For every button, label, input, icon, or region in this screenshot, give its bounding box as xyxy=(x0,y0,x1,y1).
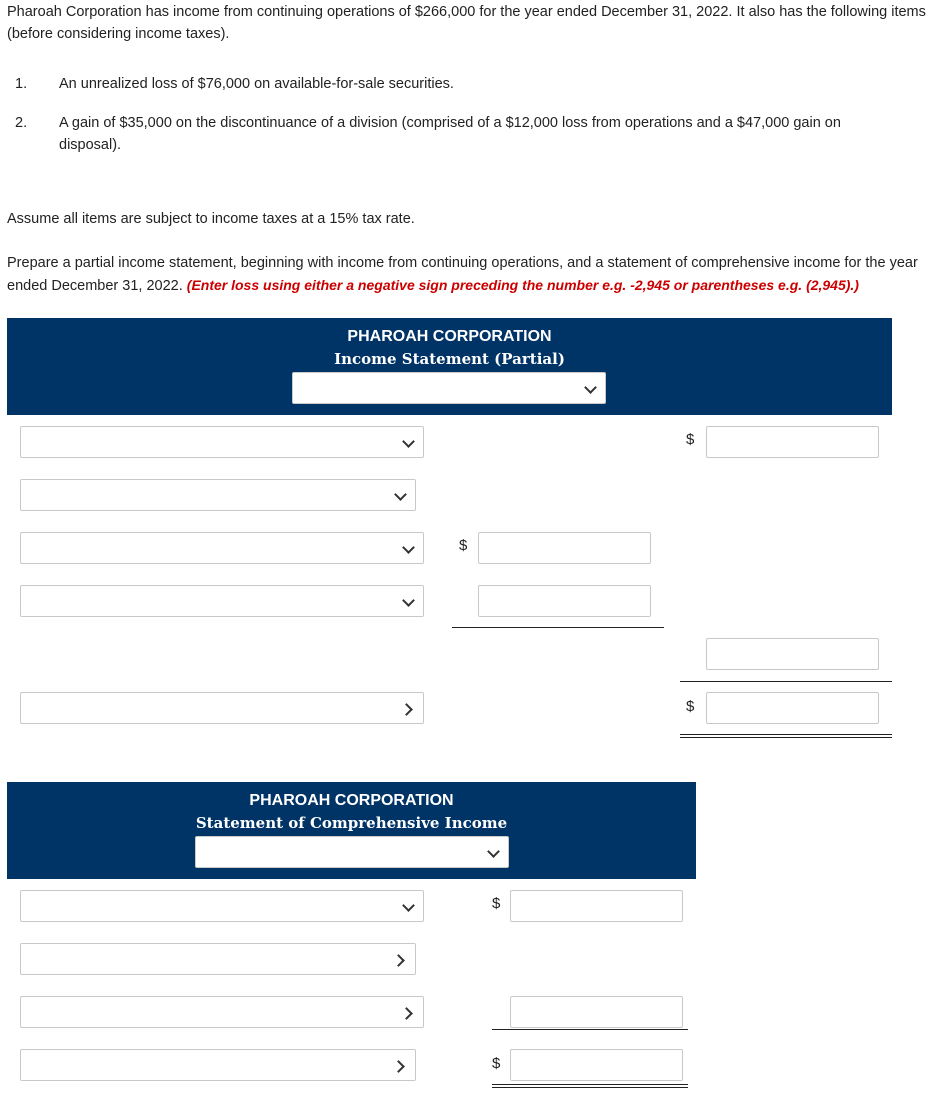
income-amount-input[interactable] xyxy=(706,426,879,458)
chevron-down-icon xyxy=(402,594,415,607)
chevron-down-icon xyxy=(402,899,415,912)
assumption-text: Assume all items are subject to income taxes at a 15% tax rate. xyxy=(7,211,415,227)
income-line-select[interactable] xyxy=(20,692,424,724)
instruction-body: Prepare a partial income statement, beginning with income from continuing operations, and a statement of comprehensive income for the year ended December 31, 2022. xyxy=(7,255,918,294)
dollar-sign: $ xyxy=(492,1055,501,1072)
item-text: A gain of $35,000 on the discontinuance of a division (comprised of a $12,000 loss from operations and a $47,000 gain on disposal). xyxy=(59,115,841,153)
income-company-name: PHAROAH CORPORATION xyxy=(347,328,552,345)
chevron-down-icon xyxy=(584,381,597,394)
income-period-select[interactable] xyxy=(292,372,606,404)
total-double-rule xyxy=(680,734,892,738)
subtotal-rule xyxy=(680,681,892,682)
comprehensive-line-select[interactable] xyxy=(20,1049,416,1081)
instruction-text xyxy=(7,252,937,297)
instruction-hint: (Enter loss using either a negative sign preceding the number e.g. -2,945 or parentheses e.g. (2,945).) xyxy=(186,277,859,293)
chevron-down-icon xyxy=(402,435,415,448)
comprehensive-statement-title: Statement of Comprehensive Income xyxy=(195,814,508,832)
comprehensive-line-select[interactable] xyxy=(20,996,424,1028)
comprehensive-company-name: PHAROAH CORPORATION xyxy=(249,792,454,809)
comprehensive-amount-input[interactable] xyxy=(510,996,683,1028)
income-statement-header xyxy=(7,318,892,415)
income-line-select[interactable] xyxy=(20,426,424,458)
item-text: An unrealized loss of $76,000 on available-for-sale securities. xyxy=(59,76,454,92)
dollar-sign: $ xyxy=(492,895,501,912)
comprehensive-line-select[interactable] xyxy=(20,890,424,922)
chevron-down-icon xyxy=(402,541,415,554)
chevron-right-icon xyxy=(392,1060,405,1073)
income-line-select[interactable] xyxy=(20,532,424,564)
income-line-select[interactable] xyxy=(20,585,424,617)
income-amount-input[interactable] xyxy=(706,638,879,670)
income-statement-title: Income Statement (Partial) xyxy=(334,350,565,368)
comprehensive-period-select[interactable] xyxy=(195,836,509,868)
problem-intro: Pharoah Corporation has income from continuing operations of $266,000 for the year ended December 31, 2022. It also has the following items (before considering income taxes). xyxy=(7,4,926,42)
comprehensive-amount-input[interactable] xyxy=(510,890,683,922)
chevron-right-icon xyxy=(400,703,413,716)
subtotal-rule xyxy=(452,627,664,628)
total-double-rule xyxy=(492,1084,688,1088)
item-number: 1. xyxy=(15,76,28,92)
income-line-select[interactable] xyxy=(20,479,416,511)
subtotal-rule xyxy=(492,1029,688,1030)
dollar-sign: $ xyxy=(459,537,468,554)
chevron-right-icon xyxy=(400,1007,413,1020)
dollar-sign: $ xyxy=(686,698,695,715)
income-amount-input[interactable] xyxy=(478,585,651,617)
chevron-down-icon xyxy=(394,488,407,501)
chevron-down-icon xyxy=(487,845,500,858)
income-amount-input[interactable] xyxy=(478,532,651,564)
item-number: 2. xyxy=(15,115,28,131)
chevron-right-icon xyxy=(392,954,405,967)
net-income-input[interactable] xyxy=(706,692,879,724)
comprehensive-statement-header xyxy=(7,782,696,879)
comprehensive-line-select[interactable] xyxy=(20,943,416,975)
dollar-sign: $ xyxy=(686,431,695,448)
comprehensive-income-input[interactable] xyxy=(510,1049,683,1081)
